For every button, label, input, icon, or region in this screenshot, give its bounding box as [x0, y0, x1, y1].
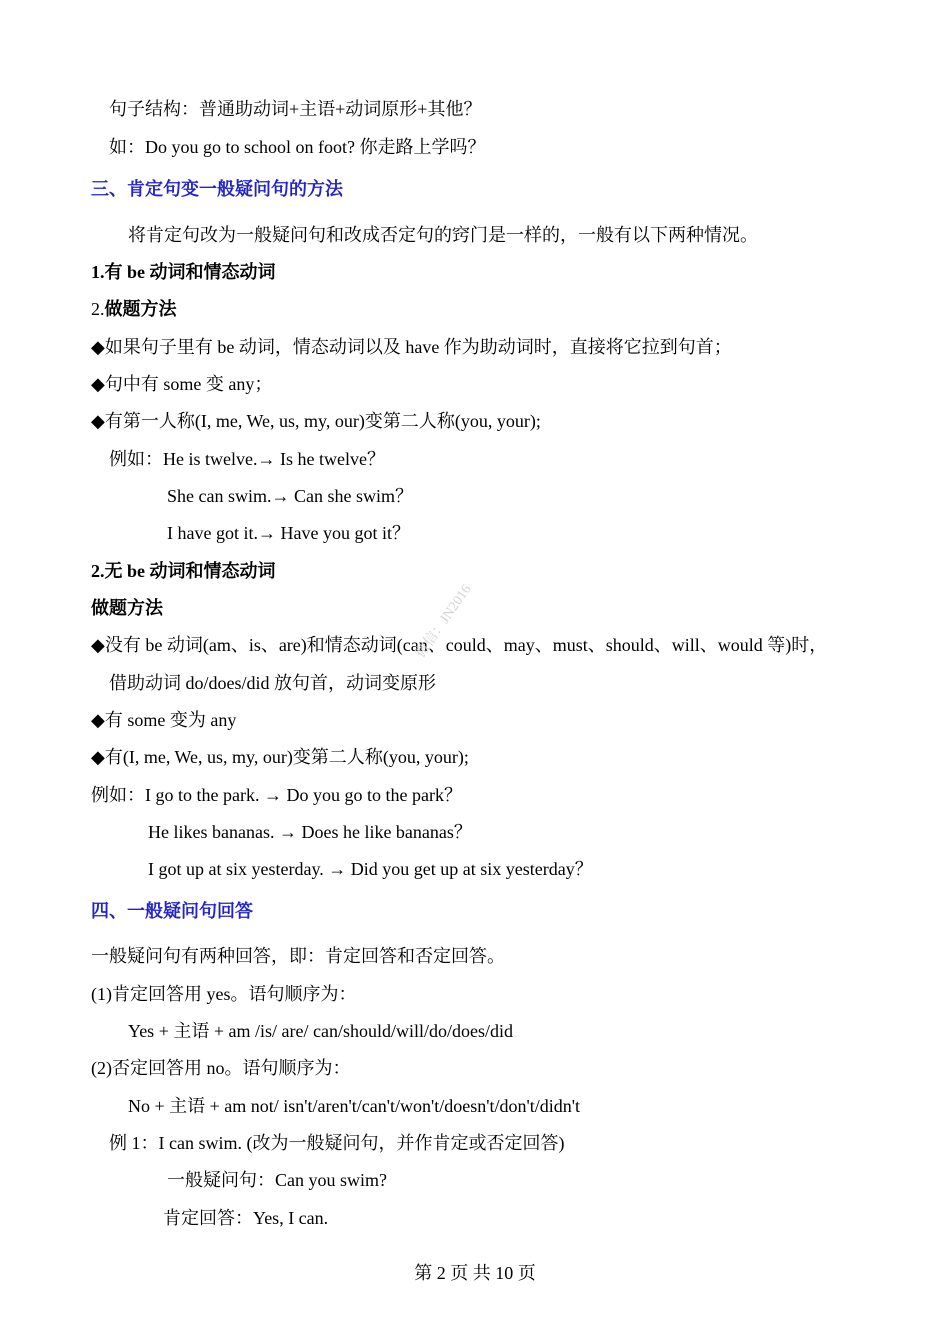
- exercise-1-answer: 肯定回答：Yes, I can.: [163, 1208, 329, 1228]
- paragraph-intro: 将肯定句改为一般疑问句和改成否定句的窍门是一样的，一般有以下两种情况。: [128, 225, 758, 245]
- bullet-rule-5: ◆有 some 变为 any: [91, 710, 237, 730]
- example-1: 例如：He is twelve.→ Is he twelve？: [109, 449, 385, 469]
- bullet-rule-4-cont: 借助动词 do/does/did 放句首，动词变原形: [109, 673, 436, 693]
- negative-rule: (2)否定回答用 no。语句顺序为：: [91, 1058, 351, 1078]
- subheading-method-2: 做题方法: [91, 598, 163, 618]
- subheading-number: 2.: [91, 299, 105, 319]
- subheading-text: 做题方法: [104, 299, 177, 319]
- example-6: I got up at six yesterday. → Did you get up at six yesterday？: [148, 859, 593, 879]
- subheading-1: 1.有 be 动词和情态动词: [91, 262, 276, 282]
- exercise-1: 例 1：I can swim. (改为一般疑问句，并作肯定或否定回答): [109, 1133, 565, 1153]
- example-5: He likes bananas. → Does he like bananas？: [148, 822, 472, 842]
- affirmative-pattern: Yes + 主语 + am /is/ are/ can/should/will/do/does/did: [128, 1021, 513, 1041]
- bullet-rule-1: ◆如果句子里有 be 动词，情态动词以及 have 作为助动词时，直接将它拉到句首；: [91, 337, 732, 357]
- subheading-2: 2.无 be 动词和情态动词: [91, 561, 276, 581]
- section-heading-4: 四、一般疑问句回答: [91, 901, 253, 921]
- sentence-structure: 句子结构：普通助动词+主语+动词原形+其他？: [109, 99, 482, 119]
- example-3: I have got it.→ Have you got it？: [167, 523, 410, 543]
- bullet-rule-2: ◆句中有 some 变 any；: [91, 374, 273, 394]
- example-2: She can swim.→ Can she swim？: [167, 486, 413, 506]
- example-4: 例如：I go to the park. → Do you go to the park？: [91, 785, 462, 805]
- watermark: 微信：JN2016: [413, 582, 475, 661]
- page-footer: 第 2 页 共 10 页: [414, 1263, 536, 1283]
- bullet-rule-6: ◆有(I, me, We, us, my, our)变第二人称(you, your);: [91, 747, 469, 767]
- answer-intro: 一般疑问句有两种回答，即：肯定回答和否定回答。: [91, 946, 505, 966]
- subheading-method-1: [91, 298, 177, 320]
- example-line: 如：Do you go to school on foot? 你走路上学吗？: [109, 137, 486, 157]
- bullet-rule-4: ◆没有 be 动词(am、is、are)和情态动词(can、could、may、must、should、will、would 等)时，: [91, 635, 828, 655]
- affirmative-rule: (1)肯定回答用 yes。语句顺序为：: [91, 984, 357, 1004]
- bullet-rule-3: ◆有第一人称(I, me, We, us, my, our)变第二人称(you, your);: [91, 411, 541, 431]
- exercise-1-question: 一般疑问句：Can you swim?: [167, 1170, 387, 1190]
- section-heading-3: 三、肯定句变一般疑问句的方法: [91, 179, 343, 199]
- negative-pattern: No + 主语 + am not/ isn't/aren't/can't/won't/doesn't/don't/didn't: [128, 1096, 580, 1116]
